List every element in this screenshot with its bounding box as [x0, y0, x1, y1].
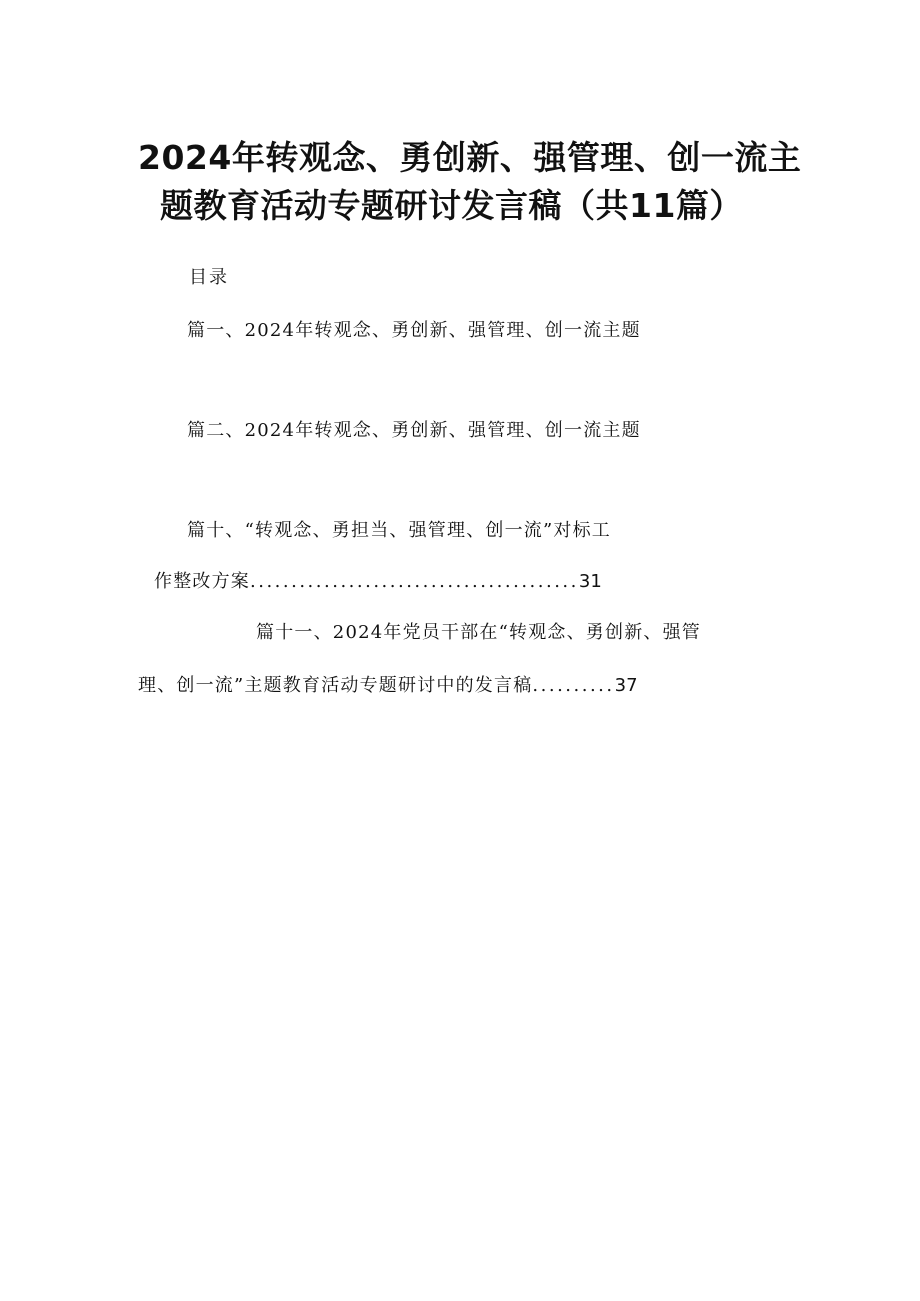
toc-entry-text: 作整改方案: [154, 571, 250, 592]
toc-page-number: 31: [578, 571, 602, 592]
toc-leader-dots: ........................................: [250, 571, 579, 592]
toc-leader-dots: ..........: [532, 675, 615, 696]
document-title-line-1: 2024年转观念、勇创新、强管理、创一流主: [138, 138, 802, 177]
toc-entry-text: 理、创一流”主题教育活动专题研讨中的发言稿: [138, 675, 533, 696]
toc-entry-10-line-1[interactable]: 篇十、“转观念、勇担当、强管理、创一流”对标工: [187, 520, 612, 541]
toc-entry-10-line-2[interactable]: [154, 569, 602, 595]
toc-heading: 目录: [189, 267, 229, 288]
toc-entry-11-line-1[interactable]: 篇十一、2024年党员干部在“转观念、勇创新、强管: [256, 622, 702, 643]
toc-entry-11-line-2[interactable]: [138, 673, 638, 699]
toc-entry-2[interactable]: 篇二、2024年转观念、勇创新、强管理、创一流主题: [187, 420, 641, 441]
document-title-line-2: 题教育活动专题研讨发言稿（共11篇）: [160, 186, 743, 225]
toc-page-number: 37: [614, 675, 638, 696]
toc-entry-1[interactable]: 篇一、2024年转观念、勇创新、强管理、创一流主题: [187, 320, 641, 341]
